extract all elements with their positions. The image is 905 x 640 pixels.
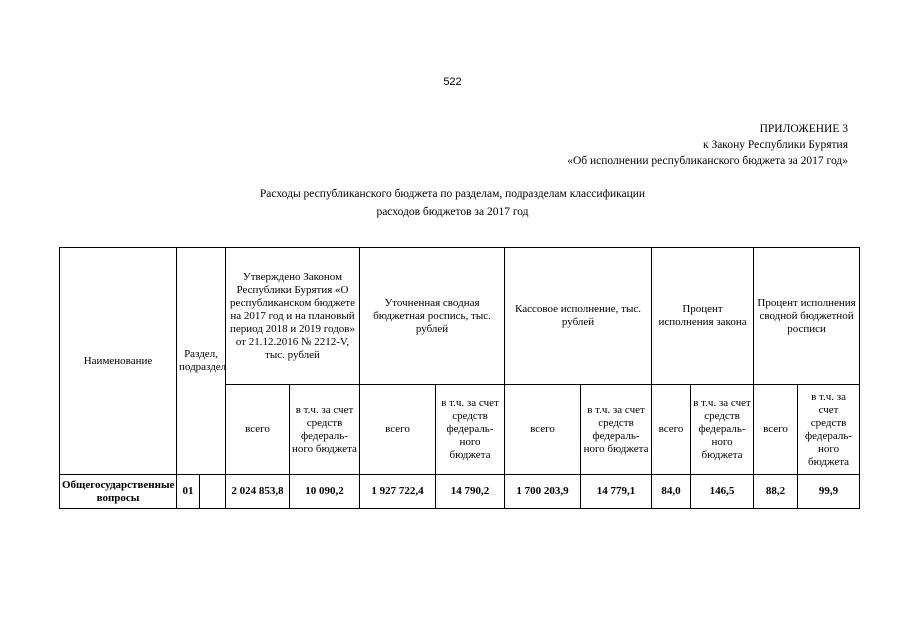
appendix-line-3: «Об исполнении республиканского бюджета за 2017 год» <box>567 155 848 167</box>
title-line-2: расходов бюджетов за 2017 год <box>376 206 529 218</box>
header-pct-list: Процент исполнения сводной бюджетной росписи <box>754 248 860 385</box>
header-section: Раздел, подраздел <box>177 248 226 475</box>
appendix-line-2: к Закону Республики Бурятия <box>702 139 848 151</box>
header-row <box>60 248 860 385</box>
row-name: Общегосударственные вопросы <box>60 475 177 509</box>
page-number: 522 <box>443 76 462 88</box>
header-refined: Уточненная сводная бюджетная роспись, тыс. рублей <box>360 248 505 385</box>
header-name: Наименование <box>60 248 177 475</box>
row-cash-total: 1 700 203,9 <box>505 475 581 509</box>
header-cash: Кассовое исполнение, тыс. рублей <box>505 248 652 385</box>
subheader-federal: в т.ч. за счет средств федераль-ного бюджета <box>691 385 754 475</box>
appendix-line-1: ПРИЛОЖЕНИЕ 3 <box>759 123 848 135</box>
row-approved-federal: 10 090,2 <box>290 475 360 509</box>
subheader-federal: в т.ч. за счет средств федераль-ного бюджета <box>798 385 860 475</box>
row-approved-total: 2 024 853,8 <box>226 475 290 509</box>
row-pct-law-federal: 146,5 <box>691 475 754 509</box>
subheader-federal: в т.ч. за счет средств федераль-ного бюджета <box>290 385 360 475</box>
row-refined-federal: 14 790,2 <box>436 475 505 509</box>
header-pct-law: Процент исполнения закона <box>652 248 754 385</box>
row-refined-total: 1 927 722,4 <box>360 475 436 509</box>
header-approved: Утверждено Законом Республики Бурятия «О республиканском бюджете на 2017 год и на плановый период 2018 и 2019 годов» от 21.12.2016 № 2212-V, тыс. рублей <box>226 248 360 385</box>
budget-table <box>59 247 860 509</box>
subheader-federal: в т.ч. за счет средств федераль-ного бюджета <box>436 385 505 475</box>
subheader-total: всего <box>505 385 581 475</box>
subheader-total: всего <box>226 385 290 475</box>
row-section: 01 <box>177 475 200 509</box>
appendix-block <box>567 121 848 169</box>
subheader-federal: в т.ч. за счет средств федераль-ного бюджета <box>581 385 652 475</box>
row-subsection <box>200 475 226 509</box>
title-line-1: Расходы республиканского бюджета по разделам, подразделам классификации <box>259 188 646 200</box>
row-pct-list-total: 88,2 <box>754 475 798 509</box>
subheader-total: всего <box>754 385 798 475</box>
row-pct-law-total: 84,0 <box>652 475 691 509</box>
document-title <box>0 185 905 221</box>
table-row <box>60 475 860 509</box>
row-cash-federal: 14 779,1 <box>581 475 652 509</box>
row-pct-list-federal: 99,9 <box>798 475 860 509</box>
subheader-total: всего <box>360 385 436 475</box>
subheader-total: всего <box>652 385 691 475</box>
